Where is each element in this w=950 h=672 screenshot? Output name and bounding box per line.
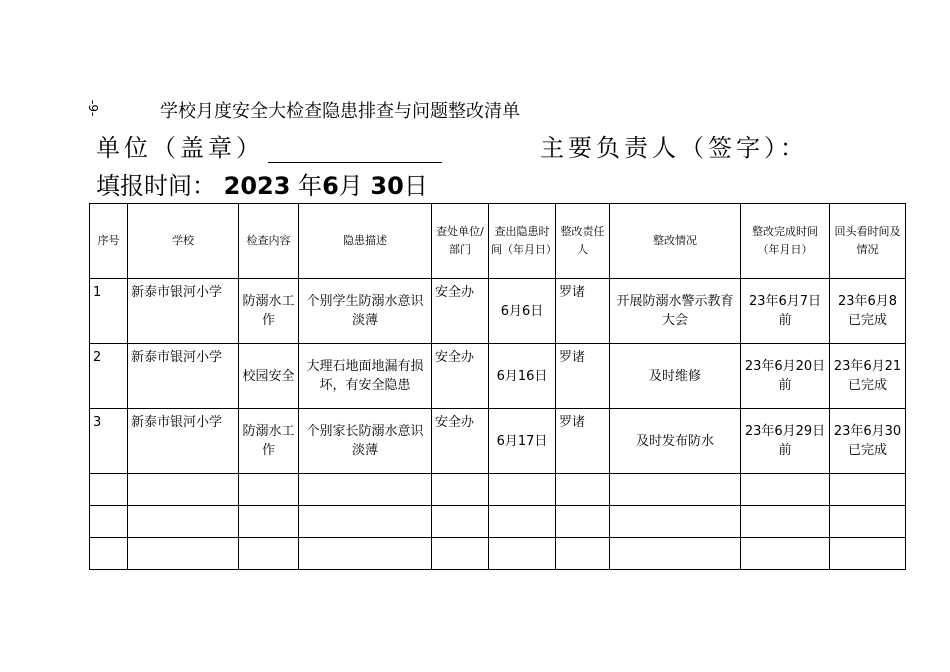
table-cell: 新泰市银河小学 (128, 279, 239, 344)
page-marker: -9- (86, 100, 100, 117)
date-month: 6 (322, 172, 339, 200)
empty-table-row (90, 538, 906, 570)
header-cell: 回头看时间及情况 (830, 204, 906, 279)
table-cell: 防溺水工作 (239, 409, 299, 474)
header-cell: 查处单位/部门 (432, 204, 489, 279)
table-cell: 个别家长防溺水意识淡薄 (299, 409, 432, 474)
table-cell: 安全办 (432, 344, 489, 409)
table-cell: 2 (90, 344, 128, 409)
table-cell: 23年6月7日前 (741, 279, 830, 344)
table-cell: 新泰市银河小学 (128, 344, 239, 409)
fill-date-line (96, 166, 428, 201)
table-cell: 罗诸 (556, 409, 610, 474)
table-cell: 开展防溺水警示教育大会 (610, 279, 741, 344)
header-cell: 学校 (128, 204, 239, 279)
date-day: 30 (370, 172, 404, 200)
table-cell: 1 (90, 279, 128, 344)
table-row (90, 279, 906, 344)
table-cell: 安全办 (432, 279, 489, 344)
table-cell: 新泰市银河小学 (128, 409, 239, 474)
unit-label: 单位（盖章） (96, 134, 264, 162)
table-cell: 23年6月30已完成 (830, 409, 906, 474)
document-title: 学校月度安全大检查隐患排查与问题整改清单 (160, 101, 520, 122)
header-cell: 整改责任人 (556, 204, 610, 279)
date-year-unit: 年 (298, 172, 323, 200)
table-cell: 大理石地面地漏有损坏，有安全隐患 (299, 344, 432, 409)
table-cell: 个别学生防溺水意识淡薄 (299, 279, 432, 344)
table-cell: 安全办 (432, 409, 489, 474)
header-cell: 整改情况 (610, 204, 741, 279)
table-cell: 6月6日 (489, 279, 556, 344)
header-cell: 检查内容 (239, 204, 299, 279)
unit-signature-blank (268, 138, 442, 163)
responsible-label: 主要负责人（签字）： (540, 134, 808, 162)
table-cell: 23年6月20日前 (741, 344, 830, 409)
empty-table-row (90, 474, 906, 506)
table-cell: 3 (90, 409, 128, 474)
header-cell: 整改完成时间（年月日） (741, 204, 830, 279)
table-cell: 6月16日 (489, 344, 556, 409)
table-cell: 及时维修 (610, 344, 741, 409)
header-cell: 隐患描述 (299, 204, 432, 279)
table-cell: 防溺水工作 (239, 279, 299, 344)
table-cell: 及时发布防水 (610, 409, 741, 474)
table-cell: 23年6月21已完成 (830, 344, 906, 409)
table-cell: 23年6月8已完成 (830, 279, 906, 344)
table-row (90, 344, 906, 409)
date-month-unit: 月 (338, 172, 363, 200)
rectification-table (89, 203, 906, 570)
table-cell: 罗诸 (556, 344, 610, 409)
table-cell: 6月17日 (489, 409, 556, 474)
date-year: 2023 (223, 172, 291, 200)
date-day-unit: 日 (403, 172, 428, 200)
empty-table-row (90, 506, 906, 538)
table-row (90, 409, 906, 474)
table-cell: 罗诸 (556, 279, 610, 344)
header-cell: 查出隐患时间（年月日） (489, 204, 556, 279)
unit-line (96, 128, 876, 163)
table-header-row (90, 204, 906, 279)
table-cell: 校园安全 (239, 344, 299, 409)
header-cell: 序号 (90, 204, 128, 279)
date-label: 填报时间： (96, 172, 216, 200)
table-cell: 23年6月29日前 (741, 409, 830, 474)
